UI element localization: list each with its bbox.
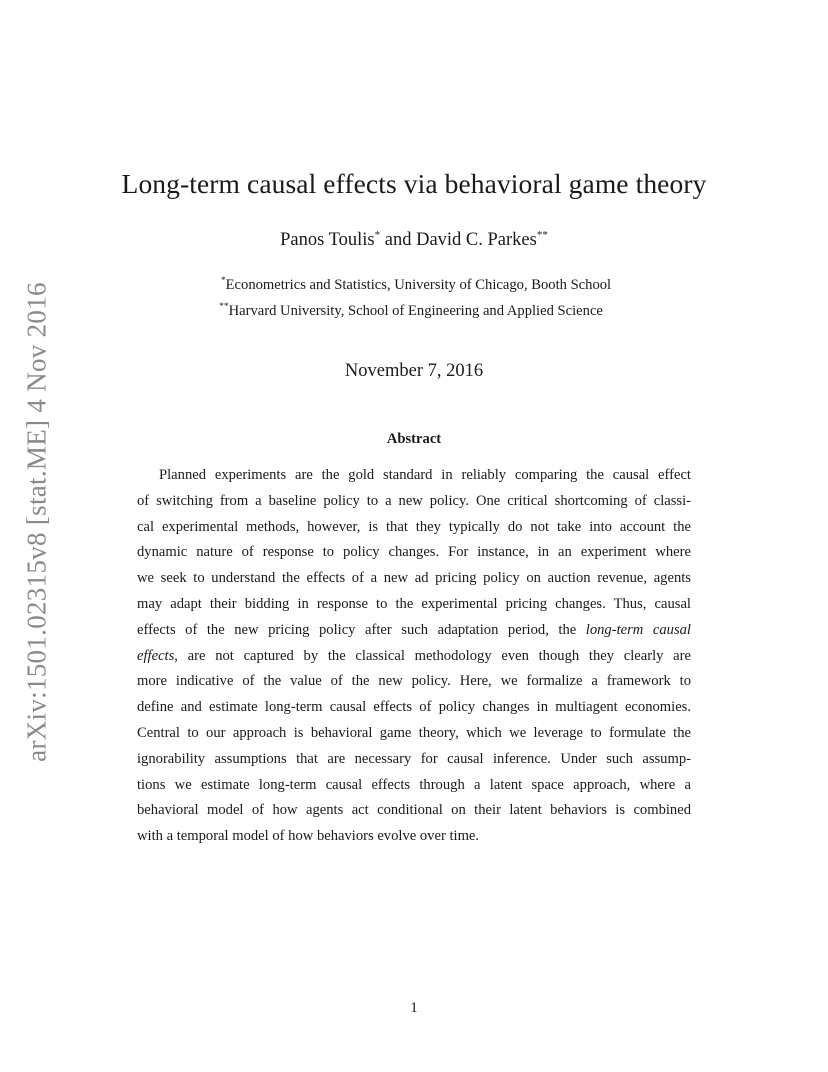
author-joiner: and bbox=[380, 230, 417, 250]
author-name: David C. Parkes bbox=[416, 230, 537, 250]
affiliation-line bbox=[0, 303, 825, 320]
affiliation-mark: * bbox=[220, 276, 226, 286]
paper-date: November 7, 2016 bbox=[344, 361, 484, 381]
arxiv-identifier-stamp: arXiv:1501.02315v8 [stat.ME] 4 Nov 2016 bbox=[21, 282, 52, 762]
abstract-heading: Abstract bbox=[386, 431, 442, 447]
affiliation-mark: ** bbox=[536, 229, 548, 241]
abstract-line: behavioral model of how agents act conditional on their latent behaviors is combined bbox=[137, 802, 691, 819]
page-number: 1 bbox=[410, 1000, 418, 1016]
abstract-emphasis: effects bbox=[137, 647, 175, 664]
abstract-line: Central to our approach is behavioral game theory, which we leverage to formulate the bbox=[137, 724, 691, 741]
abstract-line: ignorability assumptions that are necessary for causal inference. Under such assump- bbox=[137, 750, 691, 767]
affiliation-mark: ** bbox=[219, 302, 229, 312]
abstract-line bbox=[137, 618, 691, 644]
abstract-line: more indicative of the value of the new policy. Here, we formalize a framework to bbox=[137, 673, 691, 690]
affiliation-text: Harvard University, School of Engineering and Applied Science bbox=[228, 303, 603, 319]
abstract-line: define and estimate long-term causal effects of policy changes in multiagent economies. bbox=[137, 699, 691, 716]
abstract-text: effects of the new pricing policy after such adaptation period, the bbox=[137, 621, 577, 638]
abstract-line: tions we estimate long-term causal effects through a latent space approach, where a bbox=[137, 776, 691, 793]
abstract-emphasis: long-term causal bbox=[585, 621, 691, 638]
affiliation-line bbox=[2, 277, 828, 294]
author-name: Panos Toulis bbox=[280, 230, 375, 250]
affiliation-mark: * bbox=[374, 229, 381, 241]
abstract-line: of switching from a baseline policy to a new policy. One critical shortcoming of classi- bbox=[137, 492, 691, 509]
abstract-line: may adapt their bidding in response to the experimental pricing changes. Thus, causal bbox=[137, 595, 691, 612]
abstract-line: dynamic nature of response to policy changes. For instance, in an experiment where bbox=[137, 544, 691, 561]
abstract-body bbox=[137, 463, 691, 850]
abstract-line: cal experimental methods, however, is that they typically do not take into account the bbox=[137, 518, 691, 535]
paper-title: Long-term causal effects via behavioral game theory bbox=[121, 168, 707, 199]
author-line bbox=[0, 230, 828, 251]
abstract-line: we seek to understand the effects of a new ad pricing policy on auction revenue, agents bbox=[137, 570, 691, 587]
abstract-text: , are not captured by the classical methodology even though they clearly are bbox=[174, 647, 691, 664]
abstract-line: with a temporal model of how behaviors evolve over time. bbox=[137, 828, 480, 845]
affiliation-text: Econometrics and Statistics, University of Chicago, Booth School bbox=[225, 277, 612, 293]
abstract-line: Planned experiments are the gold standard in reliably comparing the causal effect bbox=[159, 467, 691, 483]
abstract-line bbox=[137, 644, 691, 670]
